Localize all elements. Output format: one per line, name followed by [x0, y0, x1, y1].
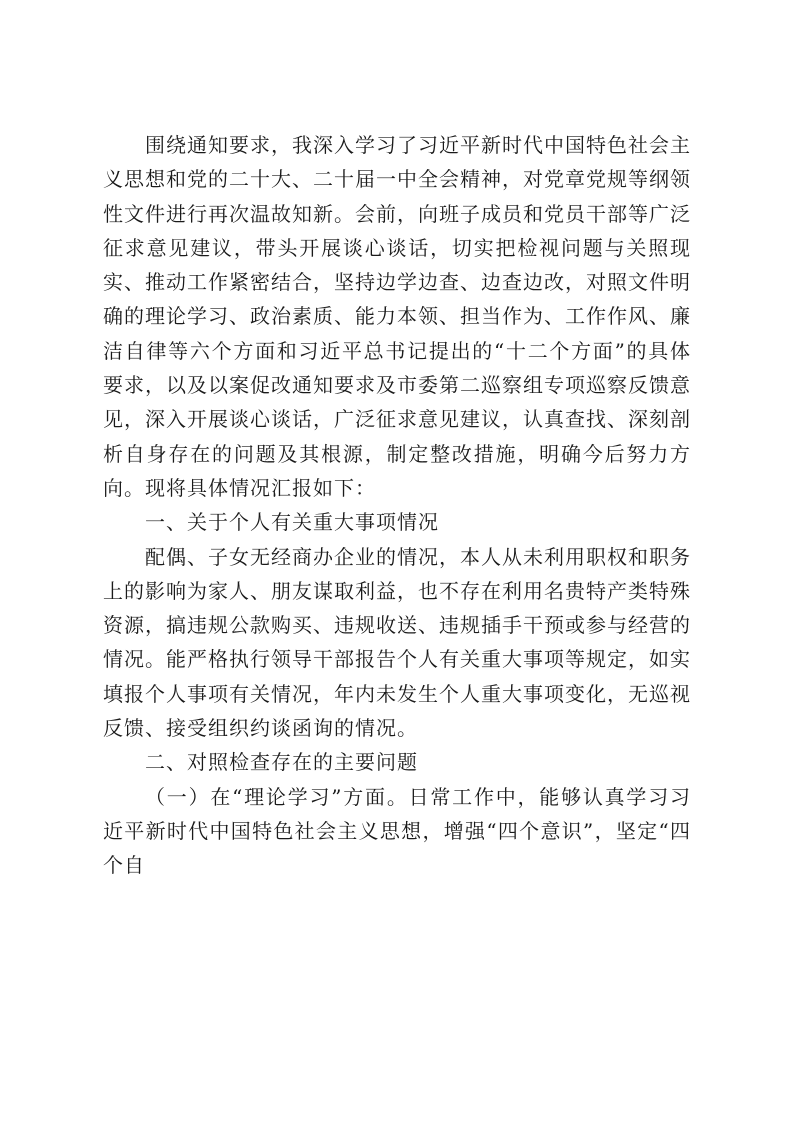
document-body: [103, 128, 691, 883]
theory-study-paragraph: （一）在“理论学习”方面。日常工作中，能够认真学习习近平新时代中国特色社会主义思想，增强“四个意识”，坚定“四个自: [103, 784, 691, 878]
section-heading-main-problems: 二、对照检查存在的主要问题: [145, 750, 418, 775]
intro-paragraph: 围绕通知要求，我深入学习了习近平新时代中国特色社会主义思想和党的二十大、二十届一中全会精神，对党章党规等纲领性文件进行再次温故知新。会前，向班子成员和党员干部等广泛征求意见建议，带头开展谈心谈话，切实把检视问题与关照现实、推动工作紧密结合，坚持边学边查、边查边改，对照文件明确的理论学习、政治素质、能力本领、担当作为、工作作风、廉洁自律等六个方面和习近平总书记提出的“十二个方面”的具体要求，以及以案促改通知要求及市委第二巡察组专项巡察反馈意见，深入开展谈心谈话，广泛征求意见建议，认真查找、深刻剖析自身存在的问题及其根源，制定整改措施，明确今后努力方向。现将具体情况汇报如下：: [103, 133, 691, 500]
personal-matters-paragraph: 配偶、子女无经商办企业的情况，本人从未利用职权和职务上的影响为家人、朋友谋取利益，也不存在利用名贵特产类特殊资源，搞违规公款购买、违规收送、违规插手干预或参与经营的情况。能严格执行领导干部报告个人有关重大事项等规定，如实填报个人事项有关情况，年内未发生个人重大事项变化，无巡视反馈、接受组织约谈函询的情况。: [103, 544, 691, 741]
section-heading-personal-matters: 一、关于个人有关重大事项情况: [145, 510, 439, 535]
